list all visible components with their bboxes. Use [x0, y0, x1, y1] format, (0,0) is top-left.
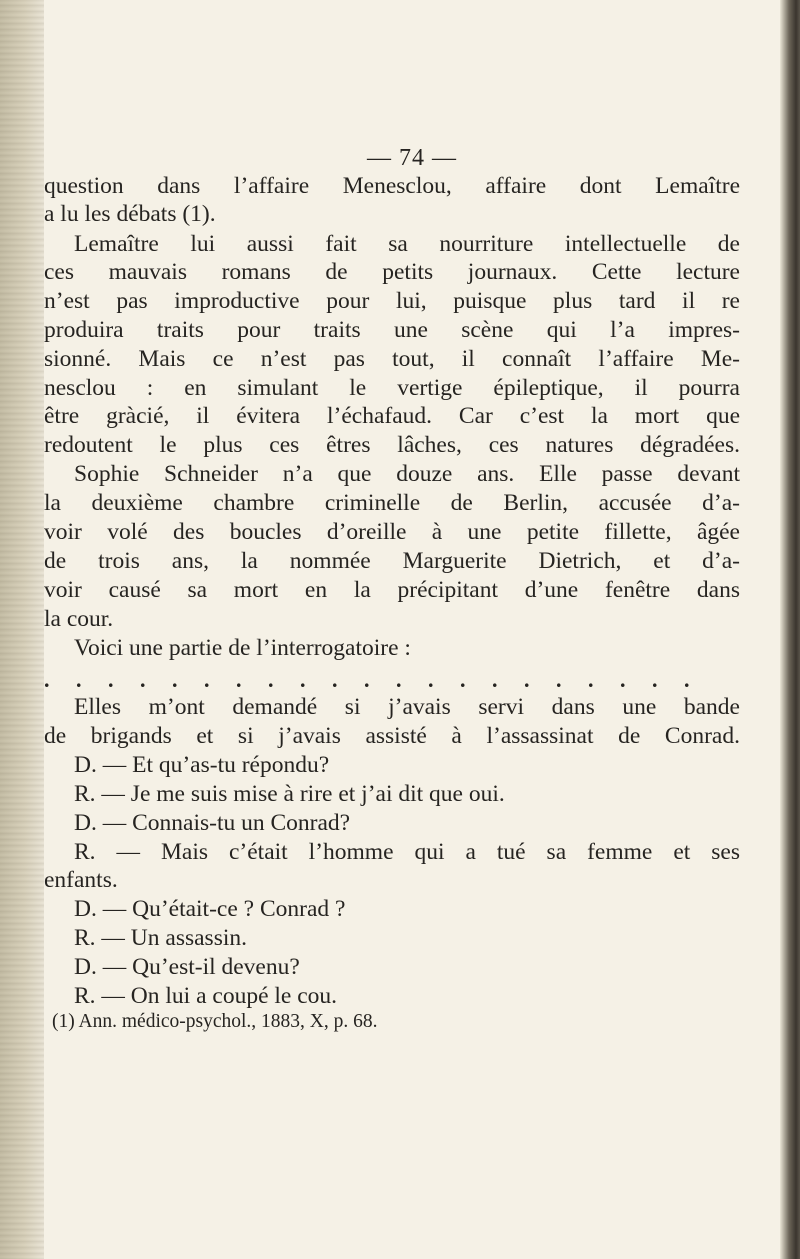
text-line-12: la deuxième chambre criminelle de Berlin, accusée d’a- [44, 490, 740, 516]
footnote: (1) Ann. médico-psychol., 1883, X, p. 68. [52, 1011, 378, 1032]
text-line-1: question dans l’affaire Menesclou, affaire dont Lemaître [44, 173, 740, 199]
text-line-5: n’est pas improductive pour lui, puisque plus tard il re [44, 288, 740, 314]
ellipsis-dots: ..................... [44, 667, 716, 692]
text-line-2: a lu les débats (1). [44, 201, 216, 227]
dialogue-line-3: D. — Connais-tu un Conrad? [74, 810, 351, 836]
book-page [44, 0, 780, 1259]
scan-left-edge [0, 0, 44, 1259]
dialogue-line-6: R. — Un assassin. [74, 925, 247, 951]
text-line-4: ces mauvais romans de petits journaux. Cette lecture [44, 259, 740, 285]
text-line-15: voir causé sa mort en la précipitant d’une fenêtre dans [44, 577, 740, 603]
text-line-18: Elles m’ont demandé si j’avais servi dans une bande [74, 694, 740, 720]
dialogue-line-7: D. — Qu’est-il devenu? [74, 954, 300, 980]
text-line-10: redoutent le plus ces êtres lâches, ces natures dégradées. [44, 432, 740, 458]
text-line-19: de brigands et si j’avais assisté à l’assassinat de Conrad. [44, 723, 740, 749]
text-line-7: sionné. Mais ce n’est pas tout, il connaît l’affaire Me- [44, 346, 740, 372]
text-line-6: produira traits pour traits une scène qui l’a impres- [44, 317, 740, 343]
dialogue-line-4-cont: enfants. [44, 867, 118, 893]
text-line-3: Lemaître lui aussi fait sa nourriture intellectuelle de [74, 231, 740, 257]
text-line-16: la cour. [44, 606, 114, 632]
dialogue-line-5: D. — Qu’était-ce ? Conrad ? [74, 896, 346, 922]
text-line-14: de trois ans, la nommée Marguerite Dietrich, et d’a- [44, 548, 740, 574]
ellipsis-row [44, 667, 740, 692]
scan-right-edge [780, 0, 800, 1259]
page-number: — 74 — [367, 145, 457, 171]
dialogue-line-2: R. — Je me suis mise à rire et j’ai dit que oui. [74, 781, 505, 807]
dialogue-line-4: R. — Mais c’était l’homme qui a tué sa femme et ses [74, 839, 740, 865]
text-line-13: voir volé des boucles d’oreille à une petite fillette, âgée [44, 519, 740, 545]
text-line-17: Voici une partie de l’interrogatoire : [74, 635, 411, 661]
text-line-8: nesclou : en simulant le vertige épileptique, il pourra [44, 375, 740, 401]
text-line-11: Sophie Schneider n’a que douze ans. Elle passe devant [74, 461, 740, 487]
dialogue-line-1: D. — Et qu’as-tu répondu? [74, 752, 330, 778]
dialogue-line-8: R. — On lui a coupé le cou. [74, 983, 338, 1009]
text-line-9: être gràcié, il évitera l’échafaud. Car c’est la mort que [44, 403, 740, 429]
